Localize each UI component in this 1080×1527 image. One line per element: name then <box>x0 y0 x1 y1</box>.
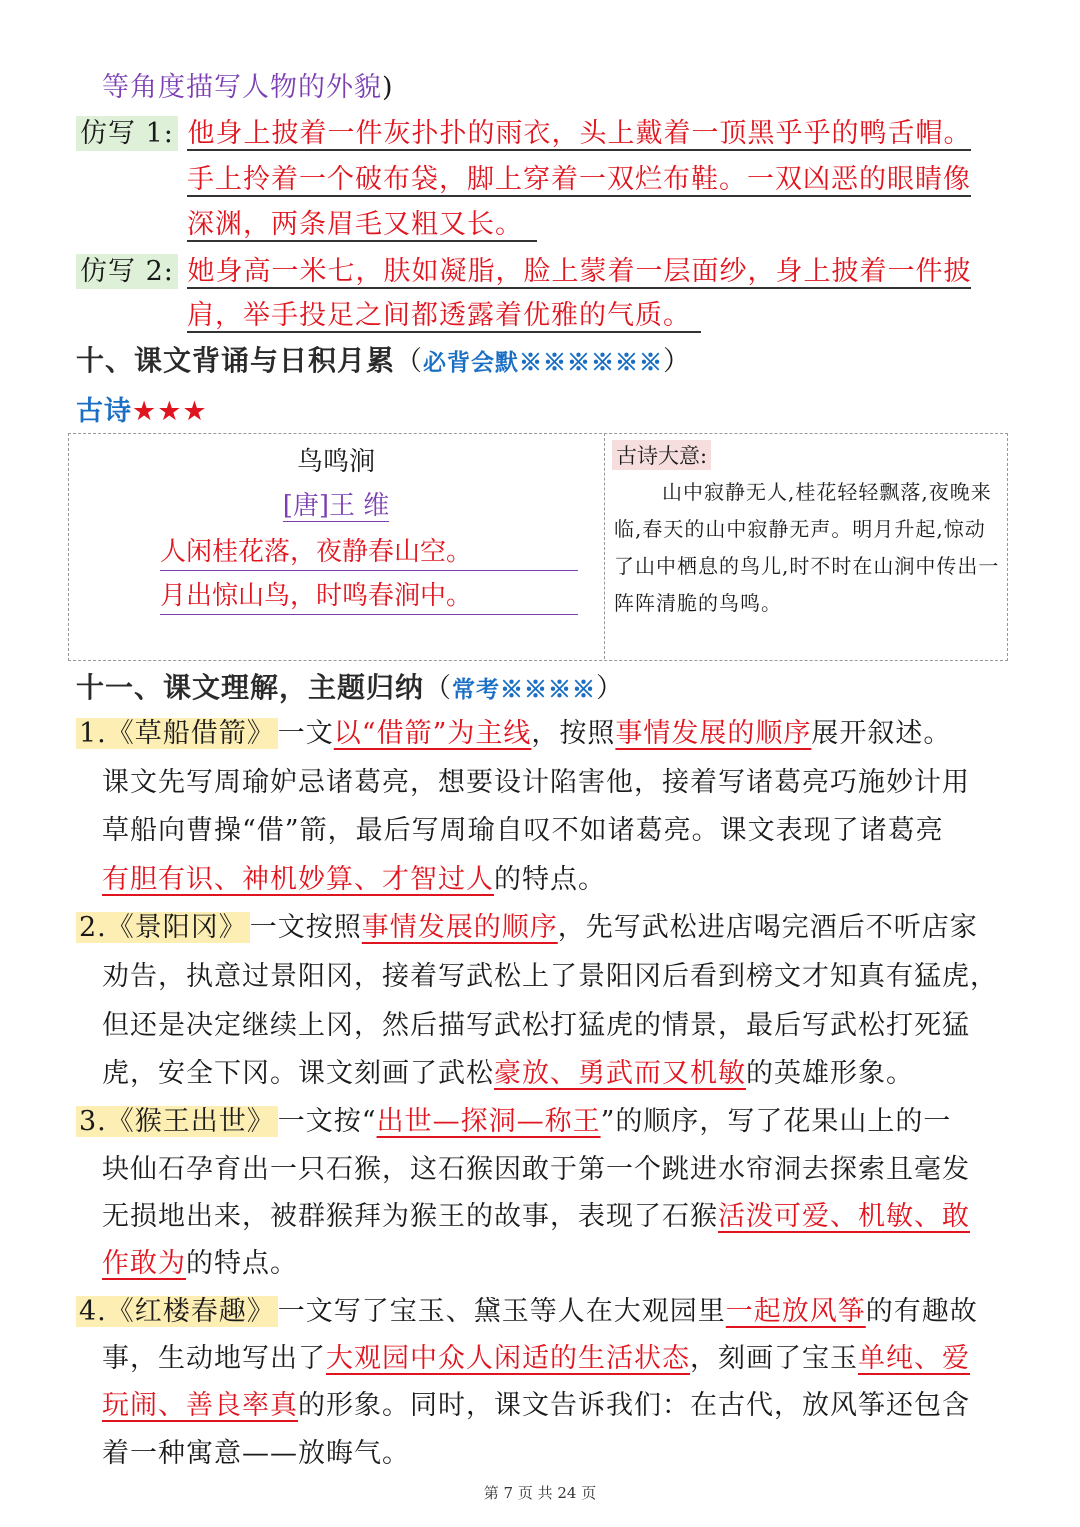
imitation-1-label: 仿写 1: <box>76 116 178 151</box>
item-2-line-3: 但还是决定继续上冈，然后描写武松打猛虎的情景，最后写武松打死猛 <box>102 1010 970 1041</box>
item-3-text-4: 的特点。 <box>186 1248 298 1279</box>
item-1-line-1 <box>76 714 951 754</box>
meaning-label: 古诗大意: <box>612 440 711 470</box>
item-4-text-5: 的形象。同时，课文告诉我们：在古代，放风筝还包含 <box>298 1390 970 1421</box>
item-2-text-2: ，先写武松进店喝完酒后不听店家 <box>557 912 978 943</box>
section-10-note: 必背会默※※※※※※ <box>423 349 664 376</box>
item-4-text-4: ，刻画了宝玉 <box>690 1343 858 1374</box>
item-2-key-2: 豪放、勇武而又机敏 <box>494 1058 746 1089</box>
imitation-2-text: 她身高一米七，肤如凝脂，脸上蒙着一层面纱，身上披着一件披 <box>187 256 972 287</box>
item-4-key-2: 大观园中众人闲适的生活状态 <box>326 1343 690 1374</box>
item-1-title: 《草船借箭》 <box>106 718 275 749</box>
section-10-title: 十、课文背诵与日积月累 <box>76 344 396 377</box>
imitation-2-line-2 <box>187 296 701 336</box>
section-10-note-close: ） <box>663 346 692 377</box>
poem-line-1: 人闲桂花落，夜静春山空。 <box>160 531 578 571</box>
item-3-heading <box>76 1106 278 1137</box>
item-4-heading <box>76 1296 278 1327</box>
imitation-2-line-1 <box>76 252 971 292</box>
section-11-note-open: （ <box>424 673 453 704</box>
imitation-1-text-2: 手上拎着一个破布袋，脚上穿着一双烂布鞋。一双凶恶的眼睛像 <box>187 164 971 195</box>
poem-title: 鸟鸣涧 <box>296 447 375 477</box>
item-2-key-1: 事情发展的顺序 <box>361 912 558 943</box>
section-11-note: 常考※※※※ <box>452 676 597 703</box>
item-2-heading <box>76 912 250 943</box>
item-2-line-1 <box>76 908 978 948</box>
item-3-line-3 <box>102 1197 970 1237</box>
item-3-key-3: 作敢为 <box>102 1248 186 1279</box>
intro-line <box>102 68 394 108</box>
item-3-text-2: ”的顺序，写了花果山上的一 <box>600 1106 952 1137</box>
item-2-text-4: 的英雄形象。 <box>746 1058 914 1089</box>
item-1-key-3: 有胆有识、神机妙算、才智过人 <box>102 864 494 895</box>
item-2-text: 一文按照 <box>249 912 362 943</box>
item-1-text-2: ，按照 <box>531 718 616 749</box>
imitation-1-text-3: 深渊，两条眉毛又粗又长。 <box>187 209 537 242</box>
imitation-1-line-2 <box>187 160 971 200</box>
item-2-number: 2. <box>79 912 107 943</box>
section-11-title: 十一、课文理解，主题归纳 <box>76 671 425 704</box>
item-1-line-2: 课文先写周瑜妒忌诸葛亮，想要设计陷害他，接着写诸葛亮巧施妙计用 <box>102 767 970 798</box>
poem-divider <box>604 433 605 659</box>
item-1-key-1: 以“借箭”为主线 <box>333 718 532 749</box>
item-2-text-3: 虎，安全下冈。课文刻画了武松 <box>102 1058 494 1089</box>
item-4-number: 4. <box>79 1296 107 1327</box>
item-1-line-4 <box>102 860 606 900</box>
imitation-2-text-2: 肩，举手投足之间都透露着优雅的气质。 <box>187 300 701 333</box>
poem-line-2: 月出惊山鸟，时鸣春涧中。 <box>160 575 578 615</box>
item-1-text-3: 展开叙述。 <box>811 718 952 749</box>
item-2-title: 《景阳冈》 <box>106 912 247 943</box>
poem-heading <box>76 392 208 432</box>
item-2-line-2: 劝告，执意过景阳冈，接着写武松上了景阳冈后看到榜文才知真有猛虎， <box>102 961 998 992</box>
intro-close: ) <box>382 72 394 103</box>
imitation-1-line-1 <box>76 114 971 154</box>
item-1-line-3: 草船向曹操“借”箭，最后写周瑜自叹不如诸葛亮。课文表现了诸葛亮 <box>102 815 944 846</box>
item-4-line-3 <box>102 1386 970 1426</box>
item-1-number: 1. <box>79 718 107 749</box>
section-10-heading <box>76 341 691 383</box>
item-2-line-4 <box>102 1054 914 1094</box>
item-3-title: 《猴王出世》 <box>106 1106 275 1137</box>
section-11-note-close: ） <box>596 673 625 704</box>
item-1-text: 一文 <box>277 718 334 749</box>
item-4-key-3: 单纯、爱 <box>858 1343 970 1374</box>
poem-author <box>68 485 604 522</box>
item-1-key-2: 事情发展的顺序 <box>615 718 812 749</box>
item-4-text-2: 的有趣故 <box>865 1296 978 1327</box>
imitation-1-text: 他身上披着一件灰扑扑的雨衣，头上戴着一顶黑乎乎的鸭舌帽。 <box>187 118 972 149</box>
section-11-heading <box>76 668 624 710</box>
item-3-line-4 <box>102 1244 298 1284</box>
item-3-text: 一文按“ <box>277 1106 377 1137</box>
poem-heading-text: 古诗 <box>76 396 132 427</box>
item-3-number: 3. <box>79 1106 107 1137</box>
item-4-text: 一文写了宝玉、黛玉等人在大观园里 <box>277 1296 726 1327</box>
page-number: 第 7 页 共 24 页 <box>483 1484 597 1502</box>
section-10-note-open: （ <box>395 346 424 377</box>
item-4-line-2 <box>102 1339 970 1379</box>
imitation-1-line-3 <box>187 205 537 245</box>
item-4-key-4: 玩闹、善良率真 <box>102 1390 298 1421</box>
item-4-text-3: 事，生动地写出了 <box>102 1343 326 1374</box>
poem-meaning-text: 山中寂静无人,桂花轻轻飘落,夜晚来临,春天的山中寂静无声。明月升起,惊动了山中栖息的鸟儿,时不时在山涧中传出一阵阵清脆的鸟鸣。 <box>614 480 1000 615</box>
poem-meaning <box>614 474 1000 622</box>
item-3-key-1: 出世—探洞—称王 <box>376 1106 601 1137</box>
item-4-title: 《红楼春趣》 <box>106 1296 275 1327</box>
item-4-key-1: 一起放风筝 <box>725 1296 866 1327</box>
poem-author-text: [唐]王 维 <box>282 491 390 521</box>
item-1-heading <box>76 718 278 749</box>
item-3-key-2: 活泼可爱、机敏、敢 <box>718 1201 970 1232</box>
imitation-2-label: 仿写 2: <box>76 254 178 289</box>
star-icon: ★★★ <box>132 396 208 427</box>
item-3-text-3: 无损地出来，被群猴拜为猴王的故事，表现了石猴 <box>102 1201 718 1232</box>
item-3-line-1 <box>76 1102 951 1142</box>
item-3-line-2: 块仙石孕育出一只石猴，这石猴因敢于第一个跳进水帘洞去探索且毫发 <box>102 1154 970 1185</box>
item-4-line-1 <box>76 1292 978 1332</box>
item-1-text-4: 的特点。 <box>494 864 606 895</box>
intro-text: 等角度描写人物的外貌 <box>102 72 382 103</box>
item-4-line-4: 着一种寓意——放晦气。 <box>102 1438 410 1469</box>
